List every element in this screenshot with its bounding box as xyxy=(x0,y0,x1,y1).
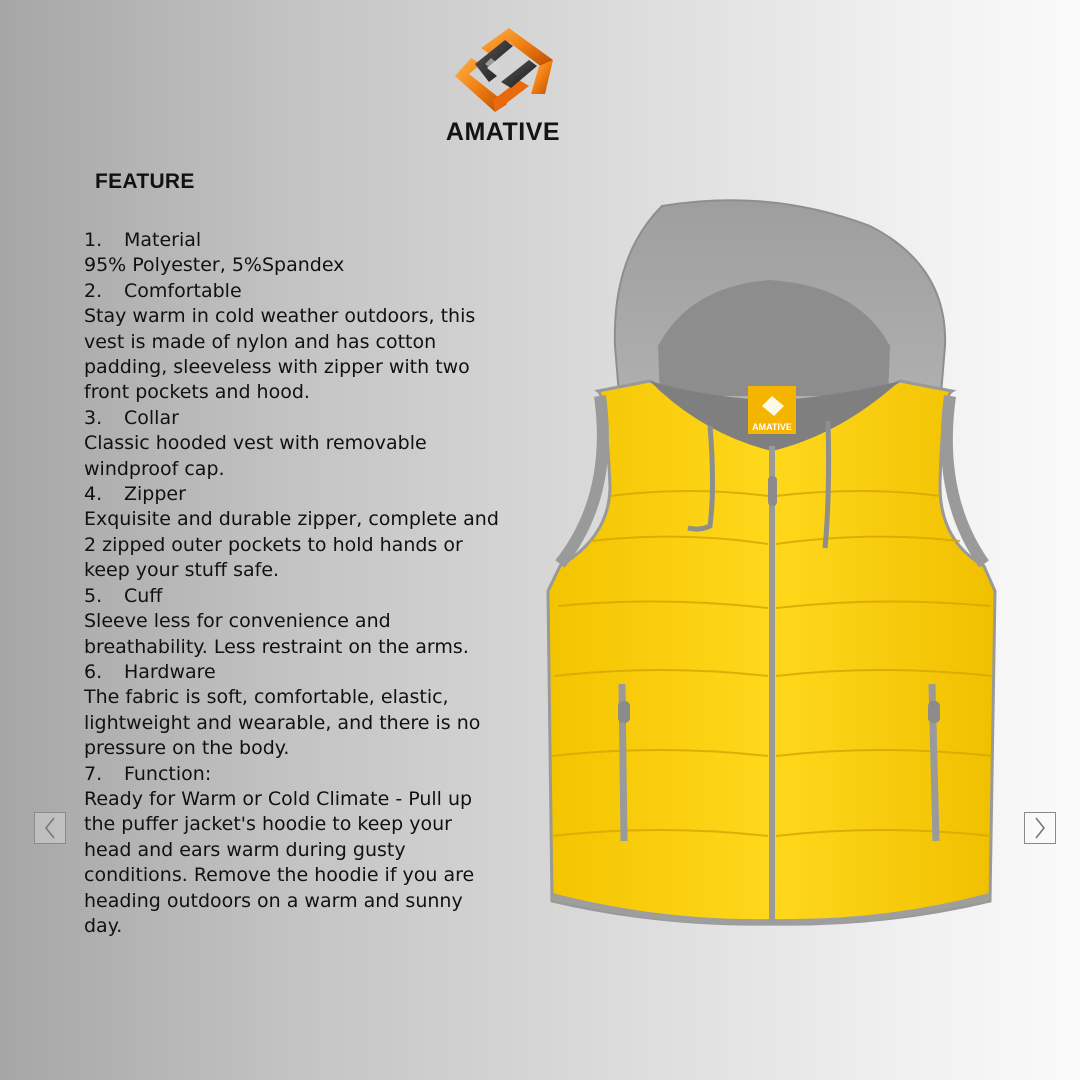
feature-heading: FEATURE xyxy=(95,170,195,193)
feature-number: 4. xyxy=(84,483,103,506)
svg-text:AMATIVE: AMATIVE xyxy=(752,422,792,432)
previous-slide-button[interactable] xyxy=(34,812,66,844)
feature-number: 6. xyxy=(84,660,103,683)
feature-title: Zipper xyxy=(124,483,186,506)
feature-item xyxy=(84,279,504,406)
feature-number: 3. xyxy=(84,406,103,429)
feature-item xyxy=(84,482,504,584)
feature-title: Comfortable xyxy=(124,279,242,302)
product-image-vest xyxy=(540,196,1005,931)
feature-text: The fabric is soft, comfortable, elastic, lightweight and wearable, and there is no pressure on the body. xyxy=(84,686,481,760)
feature-number: 7. xyxy=(84,762,103,785)
brand-name: AMATIVE xyxy=(445,118,561,146)
feature-text: Sleeve less for convenience and breathability. Less restraint on the arms. xyxy=(84,610,469,658)
next-slide-button[interactable] xyxy=(1024,812,1056,844)
feature-list xyxy=(84,228,504,939)
chevron-left-icon xyxy=(43,816,57,840)
feature-title: Hardware xyxy=(124,660,216,683)
amative-logo-icon xyxy=(445,24,561,118)
feature-number: 5. xyxy=(84,584,103,607)
feature-text: Classic hooded vest with removable windproof cap. xyxy=(84,432,427,480)
feature-text: Exquisite and durable zipper, complete and 2 zipped outer pockets to hold hands or keep your stuff safe. xyxy=(84,508,499,582)
feature-number: 2. xyxy=(84,279,103,302)
feature-text: 95% Polyester, 5%Spandex xyxy=(84,254,345,277)
chevron-right-icon xyxy=(1033,816,1047,840)
feature-title: Material xyxy=(124,229,202,251)
feature-item xyxy=(84,584,504,660)
feature-text: Stay warm in cold weather outdoors, this vest is made of nylon and has cotton padding, sleeveless with zipper with two front pockets and hood. xyxy=(84,305,476,404)
feature-item xyxy=(84,660,504,762)
feature-item xyxy=(84,228,504,279)
feature-title: Cuff xyxy=(124,584,163,607)
feature-item xyxy=(84,762,504,940)
feature-title: Function: xyxy=(124,762,212,785)
feature-text: Ready for Warm or Cold Climate - Pull up the puffer jacket's hoodie to keep your head and ears warm during gusty conditions. Remove the hoodie if you are heading outdoors on a warm and sunny day. xyxy=(84,787,475,937)
feature-number: 1. xyxy=(84,229,103,251)
feature-item xyxy=(84,406,504,482)
feature-title: Collar xyxy=(124,406,179,429)
